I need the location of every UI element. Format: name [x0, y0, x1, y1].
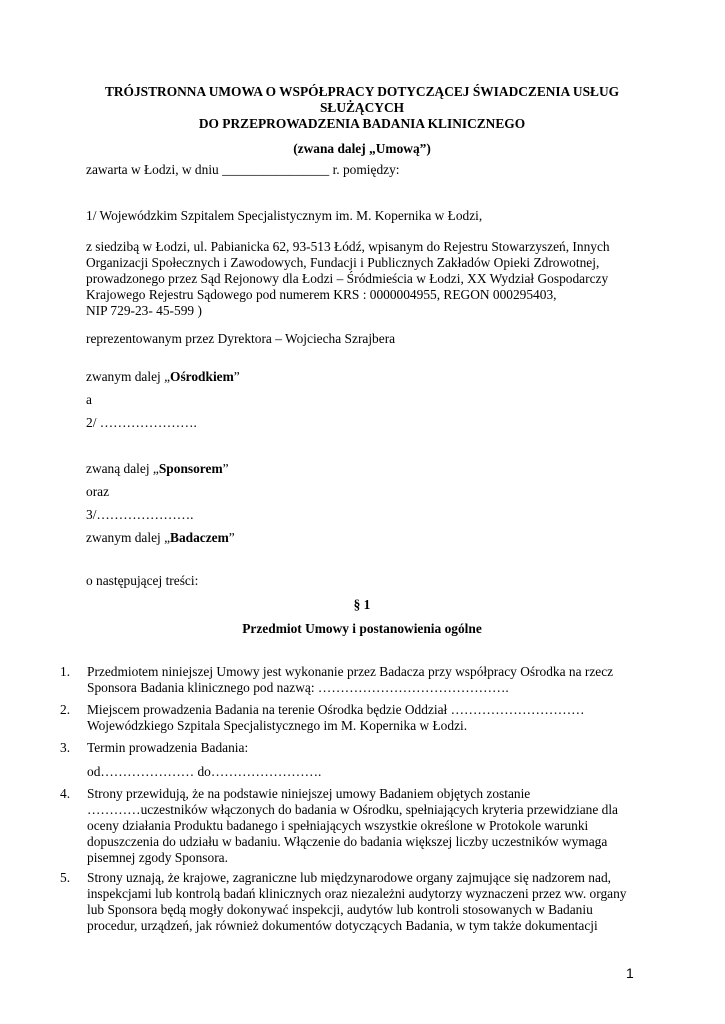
list-item-line: Wojewódzkiego Szpitala Specjalistycznego im M. Kopernika w Łodzi. — [87, 718, 468, 733]
list-item-line: pisemnej zgody Sponsora. — [87, 850, 228, 865]
party3-alias — [86, 530, 235, 546]
list-item — [60, 664, 638, 696]
list-item-number: 1. — [60, 664, 71, 679]
party1-address-line: Organizacji Społecznych i Zawodowych, Fundacji i Publicznych Zakładów Opieki Zdrowotnej, — [86, 255, 600, 270]
party1-address-line: z siedzibą w Łodzi, ul. Pabianicka 62, 93-513 Łódź, wpisanym do Rejestru Stowarzyszeń, Innych — [86, 239, 610, 254]
list-item — [60, 786, 638, 866]
list-item-number: 5. — [60, 870, 71, 885]
title-line-2: SŁUŻĄCYCH — [319, 100, 405, 115]
list-item — [60, 702, 638, 734]
alias-suffix: ” — [233, 369, 240, 384]
party1-alias — [86, 369, 240, 385]
list-item-line: Strony uznają, że krajowe, zagraniczne lub międzynarodowe organy zajmujące się nadzorem nad, — [87, 870, 611, 885]
conjunction-a: a — [86, 392, 92, 407]
list-item-line: inspekcjami lub kontrolą badań klinicznych oraz niezależni audytorzy wyznaczeni przez ww. organy — [87, 886, 627, 901]
list-item-line: …………uczestników włączonych do badania w Ośrodku, spełniających kryteria przewidziane dla — [87, 802, 618, 817]
party1-address-line: prowadzonego przez Sąd Rejonowy dla Łodzi – Śródmieścia w Łodzi, XX Wydział Gospodarczy — [86, 271, 609, 286]
alias-suffix: ” — [222, 461, 229, 476]
document-title — [86, 84, 638, 132]
page-number: 1 — [626, 965, 634, 981]
list-item — [60, 870, 638, 934]
list-item-line: Miejscem prowadzenia Badania na terenie Ośrodka będzie Oddział ………………………… — [87, 702, 585, 717]
list-item-line: dopuszczenia do udziału w badaniu. Włączenie do badania większej liczby uczestników wymaga — [87, 834, 608, 849]
list-item-line: Sponsora Badania klinicznego pod nazwą: ……………………………………. — [87, 680, 509, 695]
list-item — [60, 740, 638, 780]
section-number: § 1 — [353, 597, 371, 612]
alias-name: Sponsorem — [158, 461, 223, 476]
list-item-line: oceny działania Produktu badanego i spełniających wszystkie określone w Protokole warunki — [87, 818, 589, 833]
list-item-line: Przedmiotem niniejszej Umowy jest wykonanie przez Badacza przy współpracy Ośrodka na rzecz — [87, 664, 614, 679]
title-line-3: DO PRZEPROWADZENIA BADANIA KLINICZNEGO — [198, 116, 526, 131]
intro-line: zawarta w Łodzi, w dniu ________________ r. pomiędzy: — [86, 162, 400, 177]
alias-name: Ośrodkiem — [170, 369, 234, 384]
conjunction-oraz: oraz — [86, 484, 110, 499]
document-subtitle: (zwana dalej „Umową”) — [293, 141, 431, 156]
alias-suffix: ” — [228, 530, 235, 545]
content-intro: o następującej treści: — [86, 573, 199, 588]
party2-alias — [86, 461, 229, 477]
alias-prefix: zwaną dalej „ — [86, 461, 159, 476]
list-item-number: 3. — [60, 740, 71, 755]
party1-name: 1/ Wojewódzkim Szpitalem Specjalistycznym im. M. Kopernika w Łodzi, — [86, 208, 483, 223]
alias-prefix: zwanym dalej „ — [86, 530, 171, 545]
list-item-line: procedur, urządzeń, jak również dokumentów dotyczących Badania, w tym także dokumentacji — [87, 918, 598, 933]
list-item-line: od………………… do……………………. — [87, 764, 322, 779]
list-item-line: Strony przewidują, że na podstawie niniejszej umowy Badaniem objętych zostanie — [87, 786, 531, 801]
party1-address — [86, 239, 638, 319]
alias-prefix: zwanym dalej „ — [86, 369, 171, 384]
list-item-number: 4. — [60, 786, 71, 801]
section-heading: Przedmiot Umowy i postanowienia ogólne — [242, 621, 482, 636]
title-line-1: TRÓJSTRONNA UMOWA O WSPÓŁPRACY DOTYCZĄCEJ ŚWIADCZENIA USŁUG — [104, 84, 620, 99]
party1-address-line: Krajowego Rejestru Sądowego pod numerem KRS : 0000004955, REGON 000295403, — [86, 287, 557, 302]
party3-name: 3/…………………. — [86, 507, 194, 522]
list-item-line: lub Sponsora będą mogły dokonywać inspekcji, audytów lub kontroli stosowanych w Badaniu — [87, 902, 593, 917]
list-item-line: Termin prowadzenia Badania: — [87, 740, 249, 755]
alias-name: Badaczem — [170, 530, 229, 545]
party2-name: 2/ …………………. — [86, 415, 197, 430]
party1-address-line: NIP 729-23- 45-599 ) — [86, 303, 202, 318]
party1-representative: reprezentowanym przez Dyrektora – Wojciecha Szrajbera — [86, 331, 396, 346]
list-item-number: 2. — [60, 702, 71, 717]
